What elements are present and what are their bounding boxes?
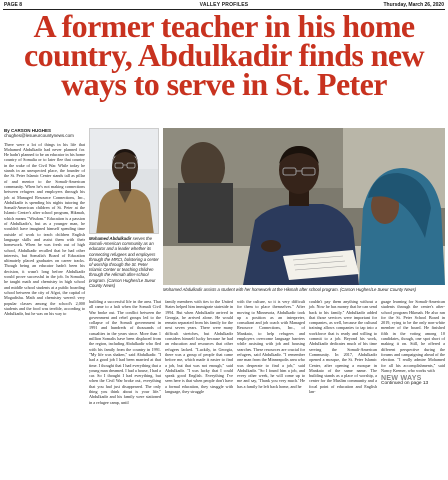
section-name: VALLEY PROFILES [199,2,249,8]
headline: A former teacher in his home country, Abdulkadir finds new ways to serve in St. Peter [24,8,424,102]
byline-author: By CARSON HUGHES [4,128,52,133]
tutoring-photo [163,128,445,285]
tutoring-photo-caption: Mohamed Abdulkadir assists a student with her homework at the Hikmah after school program. (Carson Hughes/Le Sueur County News) [163,287,417,292]
continued-link[interactable]: Continued on page 13 [381,381,429,387]
byline [4,128,85,139]
page-number: PAGE 8 [4,2,22,8]
article-column-2: building a successful life in the area. That all came to a halt when the Somali Civil War broke out. The conflict between the government and rebel groups led to the collapse of the Somali government in 1991 and hundreds of thousands of casualties in the years since. More than 1 million Somalis have been displaced from the region, including Abdulkadir who fled with his family from the country in 1991. "My life was shaken," said Abdulkadir. "I had a good job I had been married at that time. I thought that I had everything that a young man dreamed. I had a house, I had a car. So I thought I had everything, but when the Civil War broke out, everything that you had just disappeared. The only thing you think about is your life." Abdulkadir and his family were stationed in a refugee camp, until [89,299,161,405]
article-column-6 [381,299,445,387]
article-column-3: family members with ties to the United States helped him immigrate stateside in 1994. But when Abdulkadir arrived in Georgia, he arrived alone. He would remain separated from his family for the next seven years. There were many difficult stretches, but Abdulkadir considers himself lucky because he had an education and resources that other refugees lacked. "Luckily, in Georgia, there was a group of people that came before me, which made it easier to find a job, but that was not enough," said Abdulkadir. "I was lucky that I could speak good English. Everything I've seen here is that when people don't have a formal education, they struggle with language, they struggle [165,299,233,395]
jump-subhead: NEW WAYS [381,375,422,383]
article-column-1 [4,128,85,316]
column-1-text: There were a lot of things in his life that Mohamed Abdulkadir had never planned for. He hadn't planned to be an educator in his home country of Somalia or to later flee that country in the wake of the Civil War. While today he stands in an unexpected place, the founder of the St. Peter Islamic Center stands tall as pillar of and mentor to the Somali-American community. When he's not making connections between refugees and employers through his job at Managed Resource Connections, Inc., Abdulkadir is spending his nights tutoring the Somali-American children of St. Peter at the Islamic Center's after school program, Hikmah, which means "Wisdom." Education is a passion of Abdulkadir's, but as a younger man, he wouldn't have imagined himself spending time outside of work to teach children English language skills and assist them with their homework. When he was fresh out of high school, Abdulkadir recalled that he had other interests, but Somalia's Board of Education ultimately placed graduates on career tracks. Though being an educator hadn't been his decision, it wasn't long before Abdulkadir would prove successful in the job. In Somalia, he taught math and chemistry in high school and middle school students at a public boarding school between the city of Afgoi, the capital of Mogadishu. Math and chemistry weren't very popular classes among the school's 2,000 students and the food was terrible, according to Abdulkadir, but he was on his way to [4,141,85,317]
portrait-caption [89,236,161,288]
portrait-caption-text: serves the Somali-American community as an educator and a leader whether its connecting refugees and employers through the MRCI, bolstering a center of worship through the St. Peter Islamic Center or teaching children through the Hikmah after-school program. (Carson Hughes/Le Sueur County News) [89,236,159,288]
byline-email[interactable]: chughes@lesueurcountynews.com [4,133,74,139]
portrait-caption-name: Mohamed Abdulkadir [89,236,132,241]
article-column-5: couldn't pay them anything without a job. Now he has money that he can send back to his family." Abdulkadir added that those services were important for companies, as well, because the cultural training allows companies to tap into a workforce that is ready and willing to commit to a job. Beyond his work, Abdulkadir dedicates much of his time serving the Somali-American Community. In 2017, Abdulkadir opened a mosque, the St. Peter Islamic Center, after opening a mosque in Mankato of the same name. The building stands as a place of worship, a center for the Muslim community and a focal point of education and English lan- [309,299,377,395]
portrait-photo [89,128,159,234]
column-6-text: guage learning for Somali-American students through the center's after-school program Hikmah. He also ran for the St. Peter School Board in 2019, vying to be the only non-white member of the board. He finished fifth in the voting among 10 candidates, though, one spot short of making it on. Still, he offered a different perspective during the forums and campaigning ahead of the election. "I really admire Mohamed for all his accomplishments," said Nancy Kremer, who works with [381,299,445,373]
issue-date: Thursday, March 26, 2020 [383,2,444,8]
article-column-4: with the culture, so it is very difficult for them to place themselves." After moving to Minnesota, Abdulkadir took up a position as an interpreter, consultant and job coach with Managed Resource Connections, Inc., of Mankato, to help refugees and employers overcome language barriers while assisting with job and housing searches. These resources are crucial for refugees, said Abdulkadir. "I remember one man from the Minneapolis area who was desperate to find a job," said Abdulkadir. "So I found him a job, and every other week, he will come up to me and say, 'Thank you very much.' He has a family he left back home, and he [237,299,305,389]
